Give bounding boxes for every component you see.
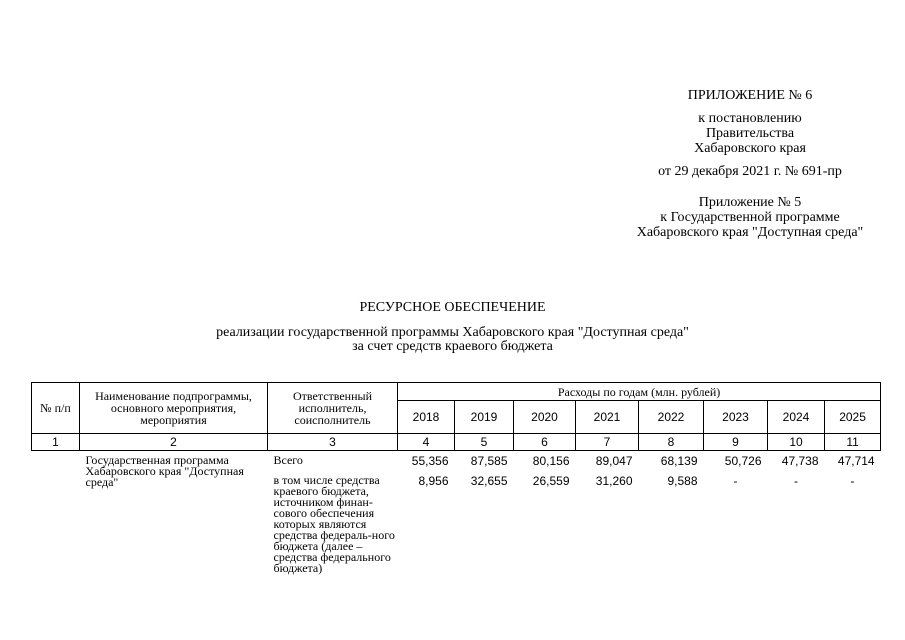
value-cell: -	[733, 474, 738, 488]
value-cell: 55,356	[411, 454, 449, 468]
value-cell: 26,559	[532, 474, 570, 488]
header-year: 2018	[398, 401, 455, 434]
executor-federal: в том числе средства краевого бюджета, источником финан-сового обеспечения которых являются средства федераль-ного бюджета (далее – средства федерального бюджета)	[273, 473, 395, 575]
value-cell: 47,738	[781, 454, 819, 468]
program-name: Государственная программа Хабаровского края "Доступная среда"	[85, 453, 244, 489]
column-number: 3	[268, 434, 398, 451]
appendix-line-2: Правительства	[705, 126, 795, 141]
appendix-sub-title: Приложение № 5	[698, 195, 802, 210]
value-cell: 50,726	[724, 454, 762, 468]
header-expenses: Расходы по годам (млн. рублей)	[398, 383, 881, 401]
executor-total: Всего	[273, 453, 303, 467]
value-cell: 47,714	[837, 454, 875, 468]
value-cell: 87,585	[470, 454, 508, 468]
table-row-total	[32, 455, 881, 475]
value-cell: -	[850, 474, 855, 488]
column-number: 11	[825, 434, 881, 451]
header-year: 2023	[704, 401, 768, 434]
value-cell: -	[794, 474, 798, 488]
document-title-block	[0, 300, 905, 354]
appendix-header	[600, 88, 900, 240]
value-cell: 80,156	[532, 454, 570, 468]
header-executor: Ответственный исполнитель, соисполнитель	[268, 383, 398, 434]
appendix-date: от 29 декабря 2021 г. № 691-пр	[658, 164, 842, 179]
value-cell: 68,139	[660, 454, 698, 468]
value-cell: 32,655	[470, 474, 508, 488]
document-title: РЕСУРСНОЕ ОБЕСПЕЧЕНИЕ	[359, 300, 546, 315]
appendix-sub-line-1: к Государственной программе	[660, 210, 840, 225]
header-year: 2022	[639, 401, 704, 434]
column-number: 10	[768, 434, 825, 451]
header-year: 2019	[455, 401, 514, 434]
header-year: 2025	[825, 401, 881, 434]
column-number: 8	[639, 434, 704, 451]
header-year: 2020	[514, 401, 576, 434]
appendix-title: ПРИЛОЖЕНИЕ № 6	[687, 88, 813, 103]
header-number: № п/п	[32, 383, 80, 434]
appendix-line-1: к постановлению	[698, 111, 802, 126]
document-subtitle-1: реализации государственной программы Хабаровского края "Доступная среда"	[216, 325, 689, 340]
column-number: 1	[32, 434, 80, 451]
column-number: 6	[514, 434, 576, 451]
column-number: 4	[398, 434, 455, 451]
column-number: 9	[704, 434, 768, 451]
header-name: Наименование подпрограммы, основного мероприятия, мероприятия	[80, 383, 268, 434]
column-number: 2	[80, 434, 268, 451]
value-cell: 31,260	[595, 474, 633, 488]
value-cell: 89,047	[595, 454, 633, 468]
document-subtitle-2: за счет средств краевого бюджета	[352, 339, 553, 354]
appendix-line-3: Хабаровского края	[694, 141, 806, 156]
column-number: 7	[576, 434, 639, 451]
appendix-sub-line-2: Хабаровского края "Доступная среда"	[636, 225, 864, 240]
header-year: 2021	[576, 401, 639, 434]
header-year: 2024	[768, 401, 825, 434]
column-number: 5	[455, 434, 514, 451]
value-cell: 9,588	[667, 474, 698, 488]
value-cell: 8,956	[418, 474, 449, 488]
resource-table	[31, 382, 881, 574]
